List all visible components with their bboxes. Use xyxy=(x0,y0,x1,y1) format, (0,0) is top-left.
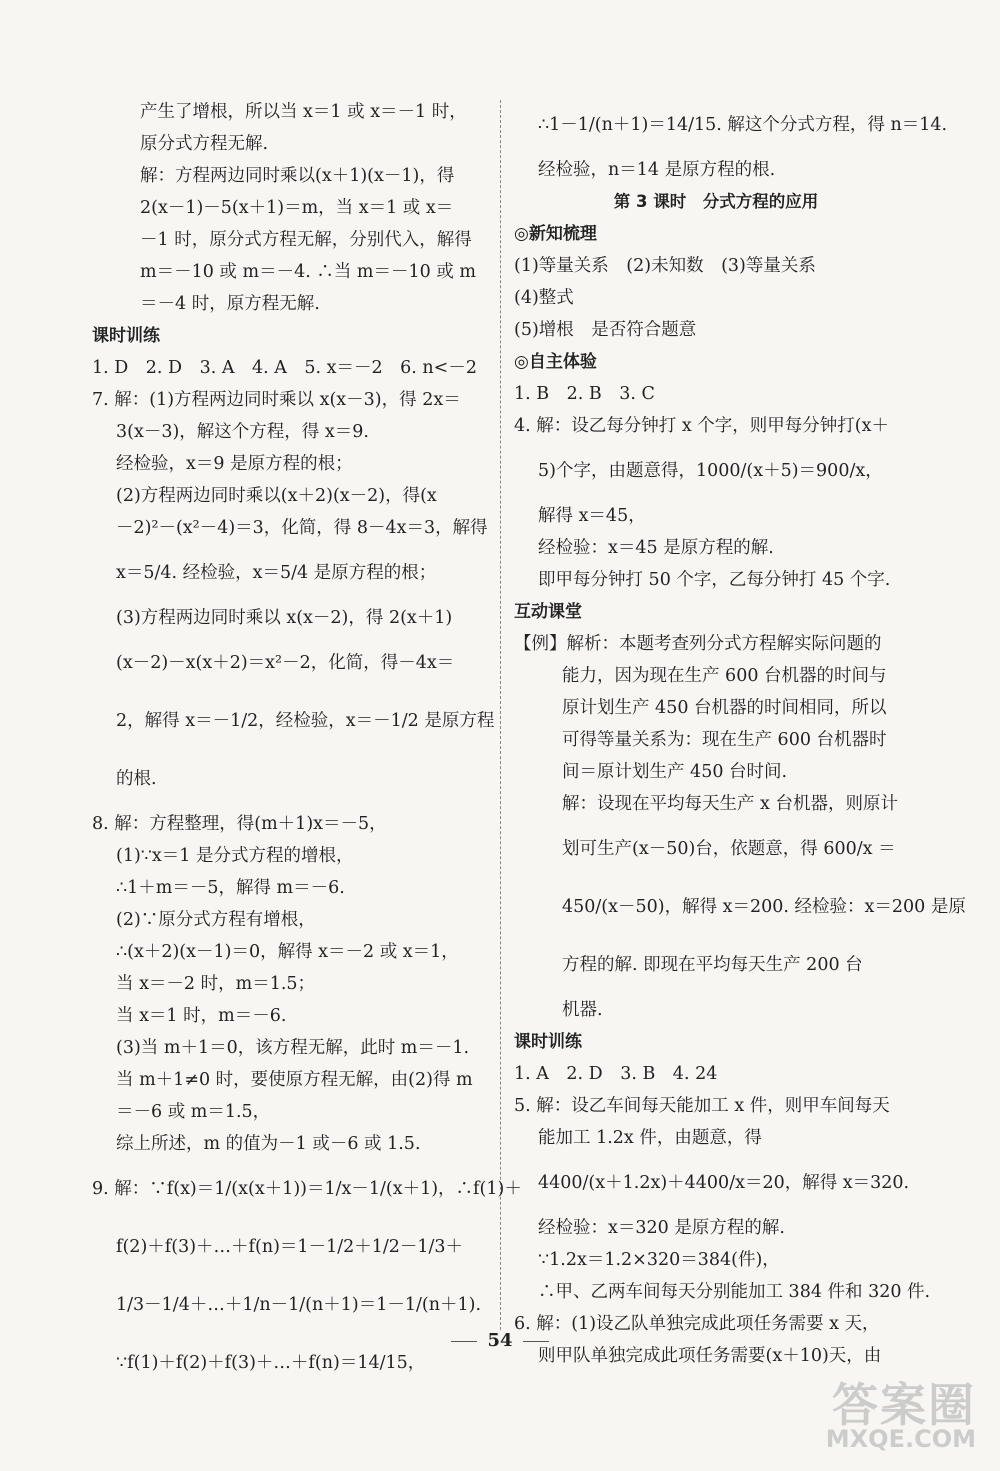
text-line: ＝－4 时，原方程无解. xyxy=(140,294,320,314)
text-line: 间＝原计划生产 450 台时间. xyxy=(562,762,788,782)
text-line: 当 x＝－2 时，m＝1.5； xyxy=(116,974,316,994)
text-line: 3(x－3)，解这个方程，得 x＝9. xyxy=(116,422,369,442)
text-line: ＝－6 或 m＝1.5， xyxy=(116,1102,271,1122)
text-line: 划可生产(x－50)台，依题意，得 600/x ＝ xyxy=(562,839,896,859)
text-line: 9. 解：∵f(x)＝1/(x(x＋1))＝1/x－1/(x＋1)，∴f(1)＋ xyxy=(92,1179,522,1199)
text-line: x＝5/4. 经检验，x＝5/4 是原方程的根； xyxy=(116,563,437,583)
text-line: (5)增根 是否符合题意 xyxy=(514,320,697,340)
text-line: 产生了增根，所以当 x＝1 或 x＝－1 时， xyxy=(140,102,467,122)
text-line: 可得等量关系为：现在生产 600 台机器时 xyxy=(562,730,887,750)
text-line: ∴1－1/(n＋1)＝14/15. 解这个分式方程，得 n＝14. xyxy=(538,115,948,135)
section-heading: ◎新知梳理 xyxy=(514,224,597,244)
text-line: 2，解得 x＝－1/2，经检验，x＝－1/2 是原方程 xyxy=(116,711,495,731)
text-line: m＝－10 或 m＝－4. ∴当 m＝－10 或 m xyxy=(140,262,476,282)
text-line: 能力，因为现在生产 600 台机器的时间与 xyxy=(562,666,887,686)
text-line: 综上所述，m 的值为－1 或－6 或 1.5. xyxy=(116,1134,421,1154)
text-line: 即甲每分钟打 50 个字，乙每分钟打 45 个字. xyxy=(538,570,891,590)
text-line: 2(x－1)－5(x＋1)＝m，当 x＝1 或 x＝ xyxy=(140,198,454,218)
text-line: 450/(x－50)，解得 x＝200. 经检验：x＝200 是原 xyxy=(562,897,966,917)
text-line: 6. 解：(1)设乙队单独完成此项任务需要 x 天， xyxy=(514,1314,880,1334)
text-line: (x－2)－x(x＋2)＝x²－2，化简，得－4x＝ xyxy=(116,653,455,673)
text-line: f(2)＋f(3)＋…＋f(n)＝1－1/2＋1/2－1/3＋ xyxy=(116,1237,464,1257)
section-heading: 课时训练 xyxy=(92,326,160,346)
text-line: ∴(x＋2)(x－1)＝0，解得 x＝－2 或 x＝1， xyxy=(116,942,459,962)
text-line: 机器. xyxy=(562,1000,603,1020)
text-line: (3)方程两边同时乘以 x(x－2)，得 2(x＋1) xyxy=(116,608,453,628)
text-line: 5)个字，由题意得，1000/(x＋5)＝900/x， xyxy=(538,461,883,481)
text-line: 则甲队单独完成此项任务需要(x＋10)天，由 xyxy=(538,1346,882,1366)
text-line: 解：设现在平均每天生产 x 台机器，则原计 xyxy=(562,794,898,814)
watermark-text: 答案圈 xyxy=(832,1378,976,1432)
text-line: 1. D 2. D 3. A 4. A 5. x＝－2 6. n<－2 xyxy=(92,358,477,378)
text-line: ∴甲、乙两车间每天分别能加工 384 件和 320 件. xyxy=(538,1282,931,1302)
text-line: －2)²－(x²－4)＝3，化简，得 8－4x＝3，解得 xyxy=(116,518,488,538)
text-line: (3)当 m＋1＝0，该方程无解，此时 m＝－1. xyxy=(116,1038,470,1058)
text-line: 4400/(x＋1.2x)＋4400/x＝20，解得 x＝320. xyxy=(538,1173,910,1193)
text-line: 原计划生产 450 台机器的时间相同，所以 xyxy=(562,698,887,718)
text-line: 8. 解：方程整理，得(m＋1)x＝－5， xyxy=(92,814,387,834)
right-column xyxy=(514,96,966,1372)
text-line: (2)方程两边同时乘以(x＋2)(x－2)，得(x xyxy=(116,486,437,506)
text-line: 【例】解析：本题考查列分式方程解实际问题的 xyxy=(514,634,882,654)
text-line: 经检验：x＝45 是原方程的解. xyxy=(538,538,774,558)
page-number: 54 xyxy=(0,1330,1000,1351)
text-line: 当 x＝1 时，m＝－6. xyxy=(116,1006,287,1026)
text-line: 经检验，x＝9 是原方程的根； xyxy=(116,454,353,474)
section-heading: 第 3 课时 分式方程的应用 xyxy=(613,192,819,211)
text-line: 解：方程两边同时乘以(x＋1)(x－1)，得 xyxy=(140,166,455,186)
watermark-url: MXQE.COM xyxy=(825,1425,976,1453)
section-heading: 互动课堂 xyxy=(514,602,582,622)
text-line: 能加工 1.2x 件，由题意，得 xyxy=(538,1128,762,1148)
text-line: 1. A 2. D 3. B 4. 24 xyxy=(514,1064,718,1084)
text-line: 当 m＋1≠0 时，要使原方程无解，由(2)得 m xyxy=(116,1070,473,1090)
text-line: －1 时，原分式方程无解，分别代入，解得 xyxy=(140,230,472,250)
text-line: 解得 x＝45， xyxy=(538,506,646,526)
text-line: (2)∵原分式方程有增根， xyxy=(116,910,316,930)
text-line: 经检验：x＝320 是原方程的解. xyxy=(538,1218,785,1238)
text-line: 4. 解：设乙每分钟打 x 个字，则甲每分钟打(x＋ xyxy=(514,416,889,436)
text-line: 1. B 2. B 3. C xyxy=(514,384,655,404)
section-heading: ◎自主体验 xyxy=(514,352,597,372)
text-line: 5. 解：设乙车间每天能加工 x 件，则甲车间每天 xyxy=(514,1096,890,1116)
text-line: ∵f(1)＋f(2)＋f(3)＋…＋f(n)＝14/15， xyxy=(116,1353,426,1373)
text-line: (1)∵x＝1 是分式方程的增根， xyxy=(116,846,354,866)
text-line: 原分式方程无解. xyxy=(140,134,269,154)
section-heading: 课时训练 xyxy=(514,1032,582,1052)
text-line: 的根. xyxy=(116,769,157,789)
text-line: (4)整式 xyxy=(514,288,574,308)
text-line: 1/3－1/4＋…＋1/n－1/(n＋1)＝1－1/(n＋1). xyxy=(116,1295,482,1315)
text-line: 经检验，n＝14 是原方程的根. xyxy=(538,160,776,180)
left-column xyxy=(92,96,522,1392)
text-line: 方程的解. 即现在平均每天生产 200 台 xyxy=(562,955,863,975)
text-line: 7. 解：(1)方程两边同时乘以 x(x－3)，得 2x＝ xyxy=(92,390,461,410)
text-line: ∵1.2x＝1.2×320＝384(件)， xyxy=(538,1250,780,1270)
watermark-logo xyxy=(792,1361,982,1457)
text-line: (1)等量关系 (2)未知数 (3)等量关系 xyxy=(514,256,816,276)
text-line: ∴1＋m＝－5，解得 m＝－6. xyxy=(116,878,345,898)
column-divider xyxy=(500,100,501,1330)
